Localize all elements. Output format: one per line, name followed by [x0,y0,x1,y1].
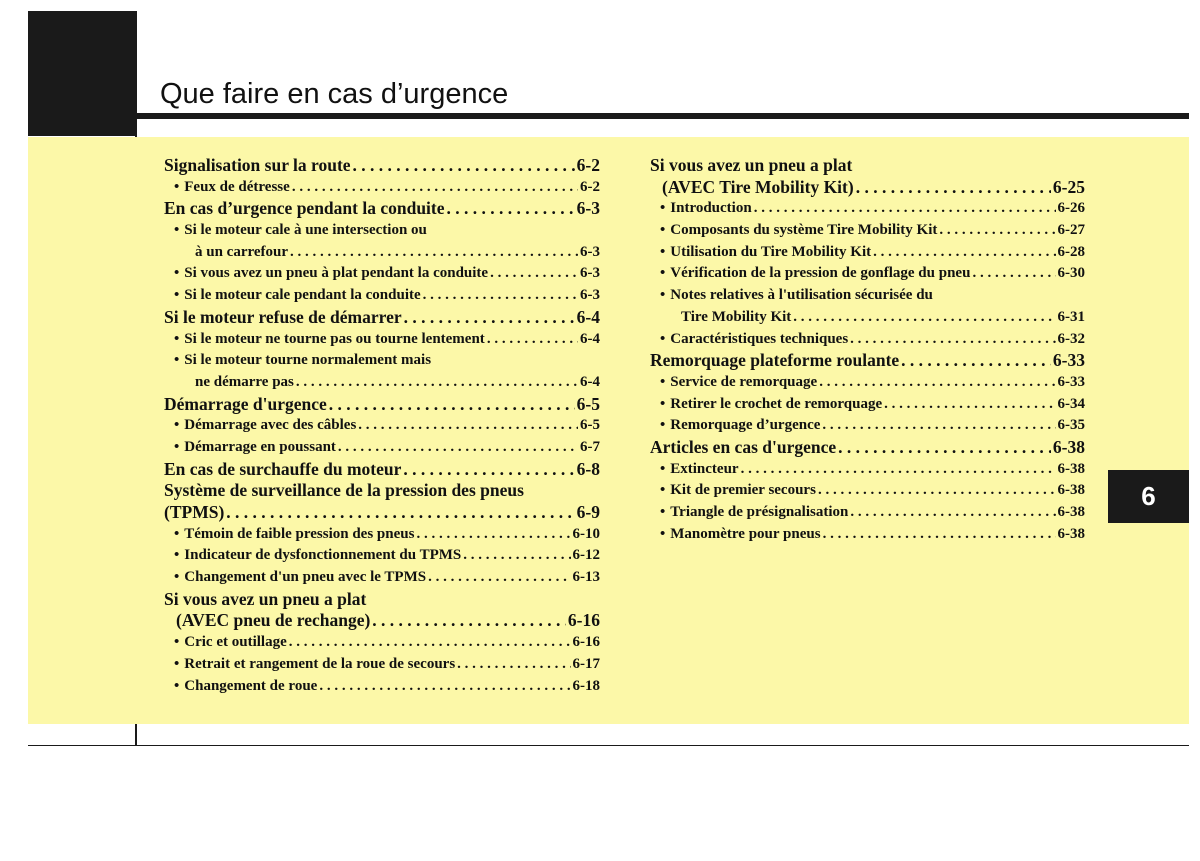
toc-subsection-entry[interactable] [164,632,600,654]
toc-entry-title: Vérification de la pression de gonflage du pneu [670,265,971,282]
bullet-icon: • [660,482,666,499]
toc-right-column [650,155,1085,545]
chapter-header-block [28,11,137,136]
toc-section-entry[interactable] [164,155,600,177]
chapter-tab[interactable]: 6 [1108,470,1189,523]
toc-subsection-entry[interactable] [164,329,600,351]
bullet-icon: • [660,504,666,520]
dot-leader [416,524,570,546]
title-underline [137,113,1189,119]
bullet-icon: • [174,634,180,651]
dot-leader [372,610,566,632]
toc-page-number: 6-38 [1057,460,1085,477]
dot-leader [457,654,570,676]
toc-page-number: 6-3 [580,287,600,304]
toc-page-number: 6-18 [572,677,600,694]
dot-leader [754,198,1056,220]
toc-page-number: 6-35 [1057,417,1085,434]
toc-entry-title: Changement de roue [184,677,318,694]
dot-leader [447,198,575,220]
toc-section-entry[interactable] [164,198,600,220]
toc-section-entry [164,589,600,611]
toc-entry-title: Feux de détresse [184,178,290,195]
toc-entry-title: Kit de premier secours [670,482,816,499]
toc-subsection-entry[interactable] [650,415,1085,437]
toc-subsection-entry[interactable] [650,524,1085,546]
toc-entry-title: Composants du système Tire Mobility Kit [670,222,938,239]
toc-section-entry[interactable] [164,307,600,329]
dot-leader [428,567,570,589]
toc-subsection-entry[interactable] [164,242,600,264]
toc-left-column [164,155,600,697]
dot-leader [873,242,1055,264]
toc-entry-title: Retirer le crochet de remorquage [670,395,883,412]
toc-entry-title: (AVEC Tire Mobility Kit) [662,176,854,197]
dot-leader [226,502,574,524]
toc-entry-title: En cas d’urgence pendant la conduite [164,198,445,219]
toc-subsection-entry[interactable] [650,198,1085,220]
toc-subsection-entry[interactable] [650,372,1085,394]
toc-entry-title: Si le moteur cale pendant la conduite [184,287,421,304]
toc-subsection-entry [164,220,600,242]
bullet-icon: • [660,460,666,477]
dot-leader [358,415,578,437]
toc-subsection-entry[interactable] [164,263,600,285]
toc-page-number: 6-33 [1052,350,1085,371]
bottom-rule [28,745,1189,746]
toc-entry-title: (TPMS) [164,502,225,522]
bullet-icon: • [174,330,180,347]
dot-leader [793,307,1055,329]
toc-entry-title: Manomètre pour pneus [670,525,821,542]
toc-page-number: 6-26 [1057,200,1085,217]
toc-page-number: 6-5 [580,417,600,434]
toc-section-entry[interactable] [164,502,600,524]
toc-subsection-entry[interactable] [650,394,1085,416]
toc-page-number: 6-32 [1057,330,1085,347]
dot-leader [884,394,1055,416]
toc-subsection-entry[interactable] [164,372,600,394]
bullet-icon: • [174,287,180,304]
toc-page-number: 6-16 [572,634,600,651]
dot-leader [403,459,574,481]
bullet-icon: • [660,525,666,542]
toc-page-number: 6-38 [1057,504,1085,520]
toc-subsection-entry[interactable] [650,329,1085,351]
toc-entry-title: Utilisation du Tire Mobility Kit [670,243,872,260]
toc-entry-title: Indicateur de dysfonctionnement du TPMS [184,547,462,564]
dot-leader [292,177,578,199]
toc-subsection-entry[interactable] [650,502,1085,524]
dot-leader [463,545,570,567]
toc-entry-title: Si vous avez un pneu a plat [164,588,367,609]
toc-page-number: 6-8 [576,458,600,479]
toc-entry-title: Si vous avez un pneu à plat pendant la conduite [184,265,489,282]
bullet-icon: • [660,287,666,304]
bullet-icon: • [174,265,180,282]
toc-entry-title: Retrait et rangement de la roue de secours [184,655,456,672]
dot-leader [487,329,578,351]
toc-page-number: 6-31 [1057,308,1085,325]
toc-subsection-entry [164,350,600,372]
toc-entry-title: Articles en cas d'urgence [650,436,837,457]
dot-leader [338,437,578,459]
dot-leader [296,372,578,394]
dot-leader [822,415,1055,437]
dot-leader [818,480,1056,502]
bullet-icon: • [174,178,180,195]
toc-page-number: 6-3 [580,265,600,282]
toc-section-entry[interactable] [164,459,600,481]
toc-page-number: 6-17 [572,655,600,672]
bullet-icon: • [174,547,180,564]
toc-entry-title: Signalisation sur la route [164,155,351,175]
bullet-icon: • [660,330,666,347]
toc-page-number: 6-10 [572,525,600,542]
toc-entry-title: (AVEC pneu de rechange) [176,610,371,631]
toc-entry-title: ne démarre pas [195,373,294,390]
bullet-icon: • [660,243,666,260]
toc-entry-title: Tire Mobility Kit [681,308,792,325]
toc-section-entry[interactable] [650,177,1085,199]
toc-entry-title: Caractéristiques techniques [670,330,849,347]
toc-section-entry [164,480,600,502]
toc-entry-title: Si vous avez un pneu a plat [650,155,853,175]
bullet-icon: • [174,417,180,434]
toc-entry-title: Triangle de présignalisation [670,504,849,520]
dot-leader [423,285,578,307]
toc-subsection-entry[interactable] [164,567,600,589]
dot-leader [850,329,1055,351]
dot-leader [850,502,1055,524]
bullet-icon: • [660,200,666,217]
dot-leader [901,350,1051,372]
toc-section-entry[interactable] [650,350,1085,372]
toc-entry-title: Si le moteur cale à une intersection ou [184,222,427,239]
toc-entry-title: Introduction [670,200,752,217]
toc-page-number: 6-4 [576,306,600,327]
toc-entry-title: Changement d'un pneu avec le TPMS [184,569,427,586]
bullet-icon: • [174,655,180,672]
toc-subsection-entry [650,285,1085,307]
bullet-icon: • [174,677,180,694]
toc-entry-title: Cric et outillage [184,634,287,651]
toc-entry-title: Démarrage d'urgence [164,393,327,414]
toc-page-number: 6-38 [1057,525,1085,542]
dot-leader [404,307,575,329]
toc-entry-title: Extincteur [670,460,739,477]
toc-subsection-entry[interactable] [164,177,600,199]
toc-subsection-entry[interactable] [650,459,1085,481]
bullet-icon: • [660,265,666,282]
toc-entry-title: Si le moteur tourne normalement mais [184,352,432,369]
toc-entry-title: Service de remorquage [670,373,818,390]
bullet-icon: • [660,395,666,412]
toc-entry-title: Si le moteur refuse de démarrer [164,306,402,327]
toc-subsection-entry[interactable] [164,654,600,676]
bullet-icon: • [660,417,666,434]
toc-entry-title: Démarrage avec des câbles [184,417,357,434]
toc-entry-title: Remorquage d’urgence [670,417,821,434]
toc-page-number: 6-4 [580,330,600,347]
toc-entry-title: Témoin de faible pression des pneus [184,525,415,542]
toc-page-number: 6-3 [576,198,600,219]
dot-leader [490,263,578,285]
toc-page-number: 6-33 [1057,373,1085,390]
dot-leader [972,263,1055,285]
toc-page-number: 6-7 [580,438,600,455]
dot-leader [819,372,1055,394]
dot-leader [290,242,578,264]
toc-subsection-entry[interactable] [650,220,1085,242]
toc-page-number: 6-3 [580,243,600,260]
dot-leader [319,676,570,698]
toc-page-number: 6-4 [580,373,600,390]
toc-page-number: 6-38 [1057,482,1085,499]
toc-subsection-entry[interactable] [650,242,1085,264]
toc-page-number: 6-13 [572,569,600,586]
toc-page-number: 6-2 [576,155,600,175]
bullet-icon: • [174,525,180,542]
toc-entry-title: Démarrage en poussant [184,438,336,455]
dot-leader [289,632,571,654]
toc-entry-title: En cas de surchauffe du moteur [164,458,402,479]
page-title: Que faire en cas d’urgence [160,78,509,110]
toc-page-number: 6-5 [576,393,600,414]
dot-leader [838,437,1051,459]
toc-page-number: 6-9 [576,502,600,522]
toc-subsection-entry[interactable] [650,263,1085,285]
bullet-icon: • [660,373,666,390]
bullet-icon: • [174,569,180,586]
toc-entry-title: Si le moteur ne tourne pas ou tourne lentement [184,330,485,347]
toc-entry-title: Système de surveillance de la pression des pneus [164,480,524,501]
toc-subsection-entry[interactable] [164,524,600,546]
toc-entry-title: Notes relatives à l'utilisation sécurisée du [670,287,933,304]
toc-page-number: 6-2 [580,178,600,195]
toc-entry-title: à un carrefour [195,243,289,260]
toc-page-number: 6-16 [567,610,600,631]
toc-page-number: 6-27 [1057,222,1085,239]
toc-subsection-entry[interactable] [164,437,600,459]
bullet-icon: • [660,222,666,239]
toc-section-entry[interactable] [164,394,600,416]
toc-page-number: 6-34 [1057,395,1085,412]
toc-page-number: 6-30 [1057,265,1085,282]
toc-section-entry[interactable] [164,610,600,632]
toc-subsection-entry[interactable] [650,307,1085,329]
toc-page-number: 6-28 [1057,243,1085,260]
bullet-icon: • [174,222,180,239]
dot-leader [741,459,1056,481]
toc-section-entry[interactable] [650,437,1085,459]
dot-leader [939,220,1055,242]
toc-subsection-entry[interactable] [164,415,600,437]
bullet-icon: • [174,438,180,455]
toc-subsection-entry[interactable] [650,480,1085,502]
toc-page-number: 6-12 [572,547,600,564]
bullet-icon: • [174,352,180,369]
toc-entry-title: Remorquage plateforme roulante [650,350,900,371]
toc-page-number: 6-38 [1052,436,1085,457]
dot-leader [329,394,575,416]
toc-section-entry [650,155,1085,177]
toc-page-number: 6-25 [1052,176,1085,197]
dot-leader [856,177,1051,199]
toc-subsection-entry[interactable] [164,545,600,567]
toc-subsection-entry[interactable] [164,285,600,307]
dot-leader [353,155,575,177]
toc-subsection-entry[interactable] [164,676,600,698]
dot-leader [823,524,1056,546]
